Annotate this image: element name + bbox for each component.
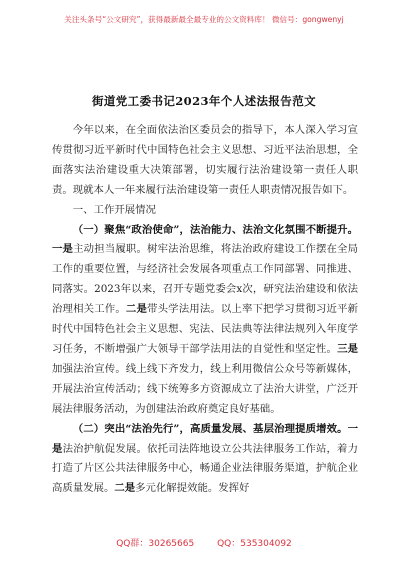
- subsection-paragraph-1: [52, 221, 358, 420]
- intro-paragraph: 今年以来，在全面依法治区委员会的指导下，本人深入学习宣传贯彻习近平新时代中国特色社会主义思想、习近平法治思想，全面落实法治建设重大决策部署，切实履行法治建设第一责任人职责。现就本人一年来履行法治建设第一责任人职责情况报告如下。: [52, 124, 358, 196]
- point-text: 加强法治宣传。线上线下齐发力，线上利用微信公众号等新媒体，开展法治宣传活动；线下统筹多方资源成立了法治大讲堂，广泛开展法律服务活动，为创建法治政府奠定良好基础。: [52, 362, 358, 415]
- point-text: 多元化解提效能。发挥好: [135, 482, 250, 495]
- point-text: 带头学法用法。以上率下把学习贯彻习近平新时代中国特色社会主义思想、宪法、民法典等法律法规列入年度学习任务，不断增强广大领导干部学法用法的自觉性和坚定性。: [52, 303, 359, 355]
- footer-contact: [0, 536, 408, 549]
- point-label: 二是: [125, 303, 148, 316]
- qq-group: QQ群：30265665: [116, 539, 195, 549]
- point-label: 一是: [52, 243, 74, 256]
- qq-number: QQ：535304092: [217, 539, 292, 549]
- point-text: 法治护航促发展。依托司法阵地设立公共法律服务工作站，着力打造了片区公共法律服务中心，畅通企业法律服务渠道，护航企业高质量发展。: [52, 442, 359, 495]
- document-body: [52, 121, 358, 499]
- point-label: 一是: [52, 422, 358, 455]
- header-banner: 关注头条号“公文研究”，获得最新最全最专业的公文资料库！ 微信号：gongwenyj: [64, 15, 344, 24]
- point-text: 主动担当履职。树牢法治思维，将法治政府建设工作摆在全局工作的重要位置，与经济社会发展各项重点工作同部署、同推进、同落实。2023年以来，召开专题党委会x次，研究法治建设和依法治理相关工作。: [52, 243, 359, 316]
- document-title: 街道党工委书记2023年个人述法报告范文: [91, 94, 316, 108]
- point-label: 三是: [337, 342, 359, 355]
- subsection-paragraph-2: [52, 420, 358, 500]
- subsection-title-2: （二）突出“法治先行”，高质量发展、基层治理提质增效。: [72, 422, 348, 435]
- point-label: 二是: [114, 482, 136, 495]
- section-heading: 一、工作开展情况: [72, 203, 156, 216]
- subsection-title-1: （一）聚焦“政治使命”，法治能力、法治文化氛围不断提升。: [72, 223, 358, 236]
